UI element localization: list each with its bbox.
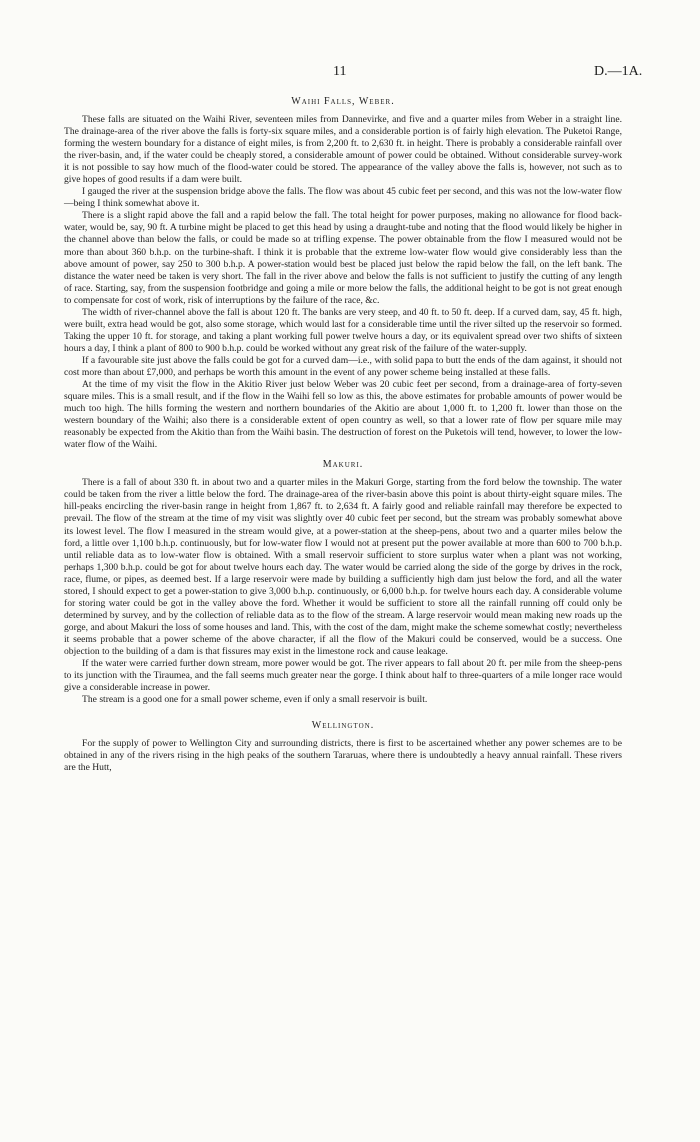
paragraph: If the water were carried further down stream, more power would be got. The river appears to fall about 20 ft. per mile from the sheep-pens to its junction with the Tiraumea, and the fall seems much greater near the gorge. I think about half to three-quarters of a mile longer race would give a considerable increase in power. — [64, 658, 622, 694]
paragraph: If a favourable site just above the falls could be got for a curved dam—i.e., with solid papa to butt the ends of the dam against, it should not cost more than about £7,000, and perhaps be worth this amount in the event of any power scheme being installed at these falls. — [64, 354, 622, 378]
section-title-wellington: Wellington. — [311, 720, 375, 732]
paragraph: The width of river-channel above the fall is about 120 ft. The banks are very steep, and 40 ft. to 50 ft. deep. If a curved dam, say, 45 ft. high, were built, extra head would be got, also some storage, which would last for a considerable time until the river silted up the reservoir so formed. Taking the upper 10 ft. for storage, and taking a plant working full power twelve hours a day, or its equivalent spread over two shifts of sixteen hours a day, I think a plant of 800 to 900 b.h.p. could be worked without any great risk of the failure of the water-supply. — [64, 306, 622, 354]
paragraph: There is a slight rapid above the fall and a rapid below the fall. The total height for power purposes, making no allowance for flood back-water, would be, say, 90 ft. A turbine might be placed to get this head by using a draught-tube and noting that the flood would likely be higher in the channel above than below the falls, or could be made so at trifling expense. The power obtainable from the flow I measured would not be more than about 360 b.h.p. on the turbine-shaft. I think it is probable that the extreme low-water flow would give considerably less than the above amount of power, say 250 to 300 b.h.p. A power-station would best be placed just below the rapid below the fall, on the left bank. The distance the water need be taken is very short. The fall in the river above and below the falls is not sufficient to justify the cutting of any length of race. Starting, say, from the suspension footbridge and going a mile or more below the falls, the additional height to be got is not great enough to compensate for cost of work, risk of interruptions by the failure of the race, &c. — [64, 210, 622, 306]
paragraph: These falls are situated on the Waihi River, seventeen miles from Dannevirke, and five and a quarter miles from Weber in a straight line. The drainage-area of the river above the falls is forty-six square miles, and a considerable portion is of fairly high elevation. The Puketoi Range, forming the western boundary for a distance of eight miles, is from 2,200 ft. to 2,630 ft. in height. There is probably a considerable rainfall over the river-basin, and, if the water could be cheaply stored, a considerable amount of power could be obtained. Without considerable survey-work it is not possible to say how much of the flood-water could be stored. The appearance of the valley above the falls is, however, not such as to give hopes of good results if a dam were built. — [64, 114, 622, 186]
section-title-makuri: Makuri. — [322, 459, 364, 471]
paragraph: I gauged the river at the suspension bridge above the falls. The flow was about 45 cubic feet per second, and this was not the low-water flow—being I think somewhat above it. — [64, 186, 622, 210]
paragraph: The stream is a good one for a small power scheme, even if only a small reservoir is built. — [82, 694, 428, 706]
paragraph: For the supply of power to Wellington City and surrounding districts, there is first to be ascertained whether any power schemes are to be obtained in any of the rivers rising in the high peaks of the southern Tararuas, where there is undoubtedly a heavy annual rainfall. These rivers are the Hutt, — [64, 738, 622, 774]
document-code: D.—1A. — [594, 64, 643, 79]
page-number: 11 — [333, 64, 347, 79]
paragraph: There is a fall of about 330 ft. in about two and a quarter miles in the Makuri Gorge, starting from the ford below the township. The water could be taken from the river a little below the ford. The drainage-area of the river-basin above this point is about thirty-eight square miles. The hill-peaks encircling the river-basin range in height from 1,867 ft. to 2,634 ft. A fairly good and reliable rainfall may therefore be expected to prevail. The flow of the stream at the time of my visit was slightly over 40 cubic feet per second, but the stream was probably somewhat above its lowest level. The flow I measured in the stream would give, at a power-station at the sheep-pens, about two and a quarter miles below the ford, a little over 1,100 b.h.p. continuously, but for low-water flow I would not at present put the power available at more than 600 to 700 b.h.p. until reliable data as to low-water flow is obtained. With a small reservoir sufficient to store surplus water when a plant was not working, perhaps 1,300 b.h.p. could be got for about twelve hours each day. The water would be carried along the side of the gorge by drives in the rock, race, flume, or pipes, as deemed best. If a large reservoir were made by building a sufficiently high dam just below the ford, and all the water stored, I should expect to get a power-station to give 3,000 b.h.p. continuously, or 6,000 b.h.p. for twelve hours each day. A considerable volume for storing water could be got in the valley above the ford. Whether it would be sufficient to store all the rainfall running off could only be determined by survey, and by the collection of reliable data as to the flow of the stream. A large reservoir would mean making new roads up the gorge, and about Makuri the loss of some houses and land. This, with the cost of the dam, might make the scheme somewhat costly; nevertheless it seems probable that a power scheme of the above character, if all the flow of the Makuri could be conserved, would be a success. One objection to the building of a dam is that fissures may exist in the limestone rock and cause leakage. — [64, 477, 622, 657]
page-body — [64, 62, 622, 774]
section-title-waihi: Waihi Falls, Weber. — [291, 96, 395, 107]
paragraph: At the time of my visit the flow in the Akitio River just below Weber was 20 cubic feet per second, from a drainage-area of forty-seven square miles. This is a small result, and if the flow in the Waihi fell so low as this, the above estimates for probable amounts of power would be much too high. The hills forming the western and northern boundaries of the Akitio are about 1,000 ft. to 1,200 ft. lower than those on the western boundary of the Waihi; also there is a considerable extent of open country as well, so that a lower rate of flow per square mile may reasonably be expected from the Akitio than from the Waihi basin. The destruction of forest on the Puketois will tend, however, to lower the low-water flow of the Waihi. — [64, 379, 622, 451]
